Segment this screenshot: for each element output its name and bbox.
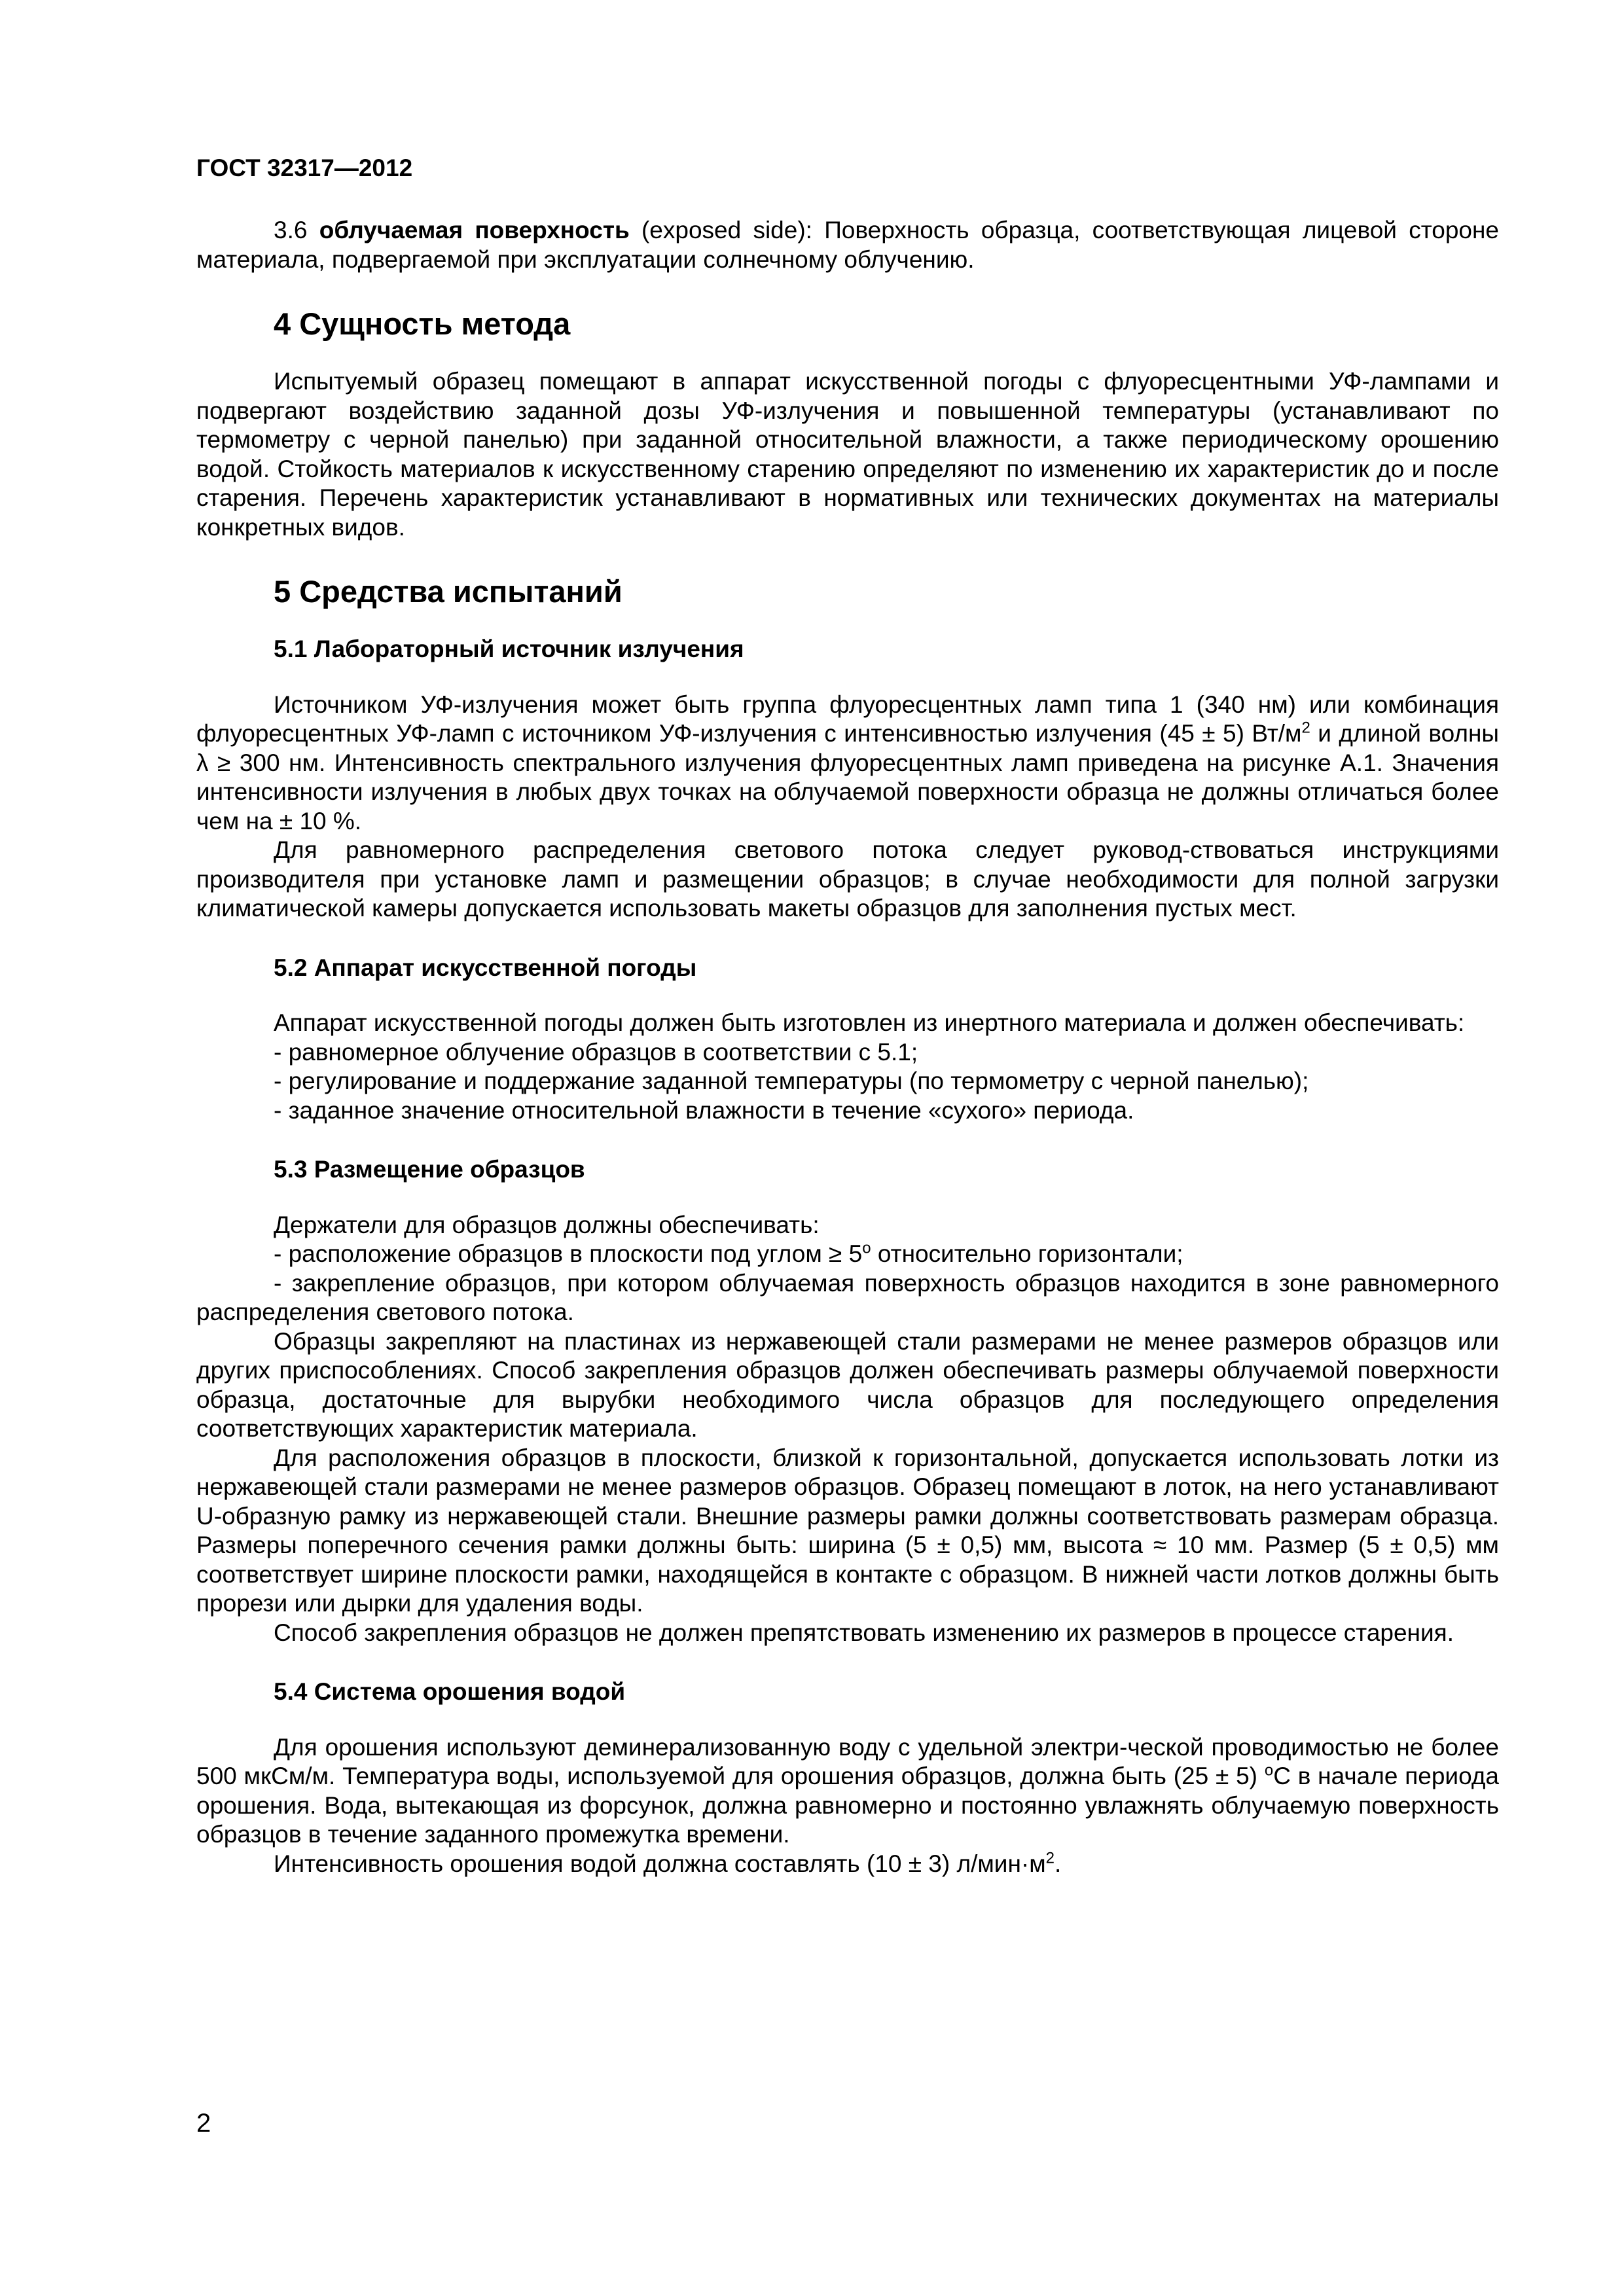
subsection-5-1-paragraph-2: Для равномерного распределения светового потока следует руковод-ствоваться инструкциями производителя при установке ламп и размещении образцов; в случае необходимости для полной загрузки климатической камеры допускается использовать макеты образцов для заполнения пустых мест. bbox=[196, 836, 1499, 922]
list-item: - закрепление образцов, при котором облучаемая поверхность образцов находится в зоне равномерного распределения светового потока. bbox=[196, 1269, 1499, 1325]
section-4-text: Испытуемый образец помещают в аппарат искусственной погоды с флуоресцентными УФ-лампами и подвергают воздействию заданной дозы УФ-излучения и повышенной температуры (устанавливают по термометру с черной панелью) при заданной относительной влажности, а также периодическому орошению водой. Стойкость материалов к искусственному старению определяют по изменению их характеристик до и после старения. Перечень характеристик устанавливают в нормативных или технических документах на материалы конкретных видов. bbox=[196, 368, 1499, 541]
subsection-5-4-title: 5.4 Система орошения водой bbox=[274, 1678, 626, 1705]
page-number: 2 bbox=[196, 2109, 211, 2138]
subsection-5-2-intro: Аппарат искусственной погоды должен быть изготовлен из инертного материала и должен обеспечивать: bbox=[274, 1009, 1465, 1036]
subsection-5-1-title: 5.1 Лабораторный источник излучения bbox=[274, 636, 744, 662]
section-4-title: 4 Сущность метода bbox=[274, 306, 571, 341]
subsection-5-4-paragraph-2: Интенсивность орошения водой должна составлять (10 ± 3) $л/мин\cdot м^2$. bbox=[274, 1849, 1062, 1877]
clause-term: облучаемая поверхность bbox=[319, 217, 630, 243]
subsection-5-4-paragraph-1: Для орошения используют деминерализованную воду с удельной электри-ческой проводимостью не более 500 мкСм/м. Температура воды, используемой для орошения образцов, должна быть (25 ± 5) $^o$С в начале периода орошения. Вода, вытекающая из форсунок, должна равномерно и постоянно увлажнять облучаемую поверхность образцов в течение заданного промежутка времени. bbox=[196, 1733, 1499, 1848]
clause-text: (exposed side): Поверхность образца, соответствующая лицевой стороне материала, подвергаемой при эксплуатации солнечному облучению. bbox=[196, 217, 1499, 273]
clause-3-6 bbox=[196, 216, 1499, 274]
list-item: - регулирование и поддержание заданной температуры (по термометру с черной панелью); bbox=[274, 1067, 1309, 1094]
document-body bbox=[196, 216, 1499, 1878]
subsection-5-1-paragraph-1: Источником УФ-излучения может быть группа флуоресцентных ламп типа 1 (340 нм) или комбинация флуоресцентных УФ-ламп с источником УФ-излучения с интенсивностью излучения (45 ± 5) $Вт/м^2$ и длиной волны λ ≥ 300 нм. Интенсивность спектрального излучения флуоресцентных ламп приведена на рисунке А.1. Значения интенсивности излучения в любых двух точках на облучаемой поверхности образца не должны отличаться более чем на ± 10 %. bbox=[196, 691, 1499, 834]
subsection-5-3-paragraph-3: Способ закрепления образцов не должен препятствовать изменению их размеров в процессе старения. bbox=[274, 1619, 1454, 1646]
section-5-title: 5 Средства испытаний bbox=[274, 574, 623, 609]
clause-number: 3.6 bbox=[274, 217, 319, 243]
list-item: - заданное значение относительной влажности в течение «сухого» периода. bbox=[274, 1096, 1134, 1124]
subsection-5-3-intro: Держатели для образцов должны обеспечивать: bbox=[274, 1211, 820, 1238]
list-item: - равномерное облучение образцов в соответствии с 5.1; bbox=[274, 1038, 918, 1066]
list-item: - расположение образцов в плоскости под углом ≥ $5^o$ относительно горизонтали; bbox=[274, 1239, 1183, 1267]
subsection-5-3-paragraph-2: Для расположения образцов в плоскости, близкой к горизонтальной, допускается использовать лотки из нержавеющей стали размерами не менее размеров образцов. Образец помещают в лоток, на него устанавливают U-образную рамку из нержавеющей стали. Внешние размеры рамки должны соответствовать размерам образца. Размеры поперечного сечения рамки должны быть: ширина (5 ± 0,5) мм, высота ≈ 10 мм. Размер (5 ± 0,5) мм соответствует ширине плоскости рамки, находящейся в контакте с образцом. В нижней части лотков должны быть прорези или дырки для удаления воды. bbox=[196, 1444, 1499, 1617]
document-header: ГОСТ 32317—2012 bbox=[196, 154, 413, 181]
subsection-5-3-paragraph-1: Образцы закрепляют на пластинах из нержавеющей стали размерами не менее размеров образцов или других приспособлениях. Способ закрепления образцов должен обеспечивать размеры облучаемой поверхности образца, достаточные для вырубки необходимого числа образцов для последующего определения соответствующих характеристик материала. bbox=[196, 1327, 1499, 1442]
subsection-5-3-title: 5.3 Размещение образцов bbox=[274, 1156, 585, 1183]
subsection-5-2-title: 5.2 Аппарат искусственной погоды bbox=[274, 954, 697, 981]
